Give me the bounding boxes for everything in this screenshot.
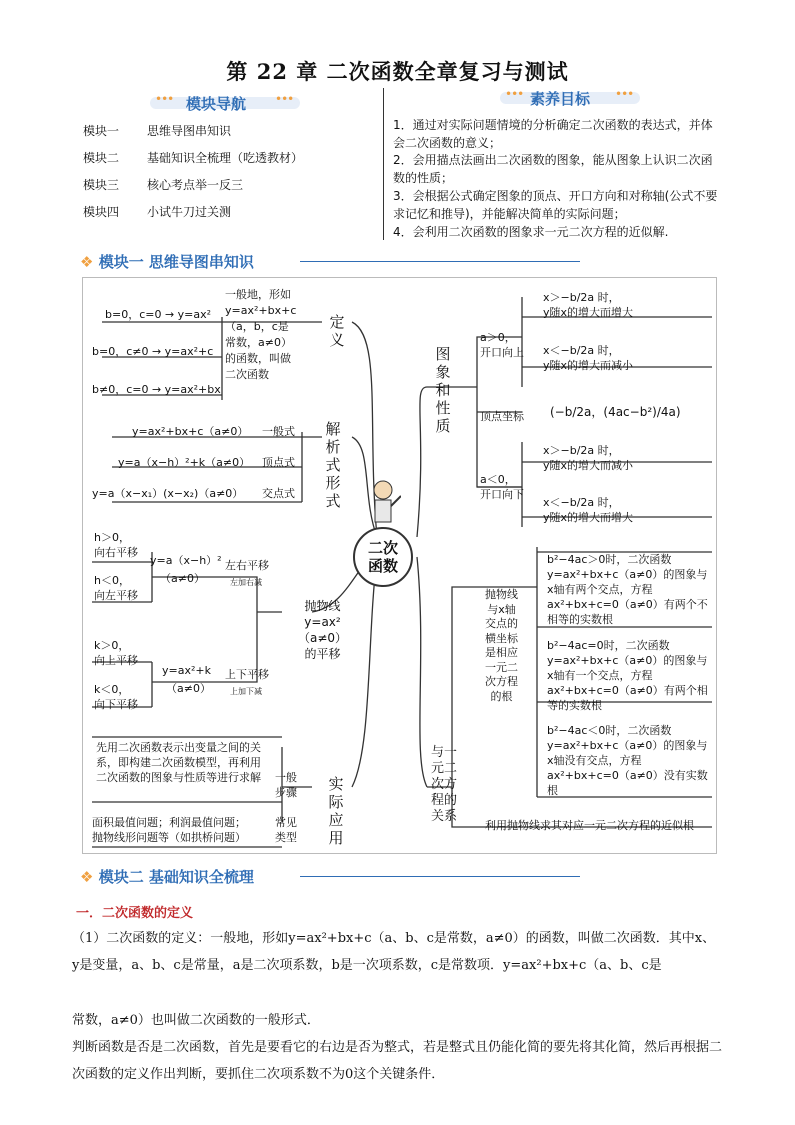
paragraph: 常数，a≠0）也叫做二次函数的一般形式． (72, 1013, 320, 1028)
goals-header-dots: ••• (615, 87, 634, 101)
shift-case: h＜0， 向左平移 (94, 574, 138, 602)
shift-formula: （a≠0） (160, 572, 205, 585)
nav-header-dots: ••• (155, 92, 174, 106)
form-name: 交点式 (262, 487, 295, 500)
eq-mid: 抛物线 与x轴 交点的 横坐标 是相应 一元二 次方程 的根 (485, 588, 518, 703)
vertex-formula: (−b/2a，(4ac−b²)/4a) (550, 405, 681, 419)
page-title: 第 22 章 二次函数全章复习与测试 (226, 59, 569, 84)
def-case: b≠0，c=0 → y=ax²+bx (92, 383, 221, 396)
form-formula: y=a（x−x₁）(x−x₂)（a≠0） (92, 487, 244, 500)
paragraph: 判断函数是否是二次函数，首先是要看它的右边是否为整式，若是整式且仍能化简的要先将其化简，然后再根据二次函数的定义作出判断，要抓住二次项系数不为0这个关键条件． (72, 1040, 723, 1082)
nav-item[interactable]: 模块一 思维导图串知识 (83, 124, 232, 138)
props-label: 图象和性质 (435, 345, 451, 435)
shift-hint: 左加右减 (230, 578, 262, 587)
shift-name: 上下平移 (225, 668, 269, 681)
shift-formula: y=ax²+k (162, 664, 211, 677)
app-steps-name: 一般 步骤 (275, 771, 297, 799)
props-rule: x＜−b/2a 时， y随x的增大而减小 (543, 344, 634, 372)
eq-case: b²−4ac＞0时，二次函数y=ax²+bx+c（a≠0）的图象与x轴有两个交点，方程ax²+bx+c=0（a≠0）有两个不相等的实数根 (547, 553, 708, 626)
props-rule: x＞−b/2a 时， y随x的增大而减小 (543, 444, 634, 472)
def-text: 一般地，形如 y=ax²+bx+c （a，b，c是 常数，a≠0） 的函数，叫做 二次函数 (225, 288, 297, 381)
app-steps: 先用二次函数表示出变量之间的关系，即构建二次函数模型，再利用二次函数的图象与性质等进行求解 (96, 741, 261, 784)
def-case: b=0，c≠0 → y=ax²+c (92, 345, 214, 358)
goal-item: 1．通过对实际问题情境的分析确定二次函数的表达式，并体会二次函数的意义； (393, 118, 713, 150)
shift-case: k＜0， 向下平移 (94, 683, 138, 711)
vertex-name: 顶点坐标 (480, 410, 524, 423)
nav-header-dots: ••• (275, 92, 294, 106)
heading-rule (300, 261, 580, 262)
shift-hint: 上加下减 (230, 687, 262, 696)
form-formula: y=a（x−h）²+k（a≠0） (118, 456, 251, 469)
form-name: 顶点式 (262, 456, 295, 469)
props-rule: x＞−b/2a 时， y随x的增大而增大 (543, 291, 634, 319)
app-types: 面积最值问题；利润最值问题； 抛物线形问题等（如拱桥问题） (92, 816, 246, 844)
paragraph: （1）二次函数的定义：一般地，形如y=ax²+bx+c（a、b、c是常数，a≠0）的函数，叫做二次函数．其中x、y是变量，a、b、c是常量，a是二次项系数，b是一次项系数，c是常数项．y=ax²+bx+c（a、b、c是 (72, 931, 716, 973)
props-up: a＞0， 开口向上 (480, 331, 524, 359)
goal-item: 4．会利用二次函数的图象求一元二次方程的近似解. (393, 225, 669, 239)
props-down: a＜0， 开口向下 (480, 473, 524, 501)
nav-item[interactable]: 模块四 小试牛刀过关测 (83, 205, 232, 219)
nav-header: 模块导航 (186, 95, 247, 113)
def-label: 定义 (329, 313, 345, 349)
eq-case: b²−4ac＜0时，二次函数y=ax²+bx+c（a≠0）的图象与x轴没有交点，方程ax²+bx+c=0（a≠0）没有实数根 (547, 724, 708, 797)
section-heading-2: ❖ 模块二 基础知识全梳理 (80, 868, 254, 886)
section-heading-1: ❖ 模块一 思维导图串知识 (80, 253, 254, 271)
eq-label: 与一元二次方程的关系 (430, 745, 457, 824)
form-formula: y=ax²+bx+c（a≠0） (132, 425, 249, 438)
app-label: 实际应用 (328, 775, 344, 847)
shift-name: 左右平移 (225, 559, 269, 572)
shift-case: h＞0， 向右平移 (94, 531, 138, 559)
eq-case: 利用抛物线求其对应一元二次方程的近似根 (485, 819, 694, 832)
props-rule: x＜−b/2a 时， y随x的增大而增大 (543, 496, 634, 524)
center-node: 二次 函数 (353, 527, 413, 587)
diamond-icon: ❖ (80, 868, 94, 886)
nav-item[interactable]: 模块二 基础知识全梳理（吃透教材） (83, 151, 304, 165)
def-case: b=0，c=0 → y=ax² (105, 308, 212, 321)
shift-label: 抛物线 y=ax² （a≠0） 的平移 (297, 599, 348, 661)
shift-formula: （a≠0） (166, 682, 211, 695)
heading-rule (300, 876, 580, 877)
nav-item[interactable]: 模块三 核心考点举一反三 (83, 178, 244, 192)
goals-header-dots: ••• (505, 87, 524, 101)
divider (383, 88, 384, 240)
form-name: 一般式 (262, 425, 295, 438)
app-types-name: 常见 类型 (275, 816, 297, 844)
shift-case: k＞0， 向上平移 (94, 639, 138, 667)
shift-formula: y=a（x−h）² (150, 554, 222, 567)
diamond-icon: ❖ (80, 253, 94, 271)
subheading: 一．二次函数的定义 (76, 906, 194, 921)
goal-item: 2．会用描点法画出二次函数的图象，能从图象上认识二次函数的性质； (393, 153, 713, 185)
eq-case: b²−4ac=0时，二次函数y=ax²+bx+c（a≠0）的图象与x轴有一个交点，方程ax²+bx+c=0（a≠0）有两个相等的实数根 (547, 639, 708, 712)
forms-label: 解析式形式 (325, 420, 341, 510)
goal-item: 3．会根据公式确定图象的顶点、开口方向和对称轴(公式不要求记忆和推导)，并能解决简单的实际问题； (393, 189, 718, 221)
goals-header: 素养目标 (530, 90, 591, 108)
teacher-icon (365, 478, 401, 526)
